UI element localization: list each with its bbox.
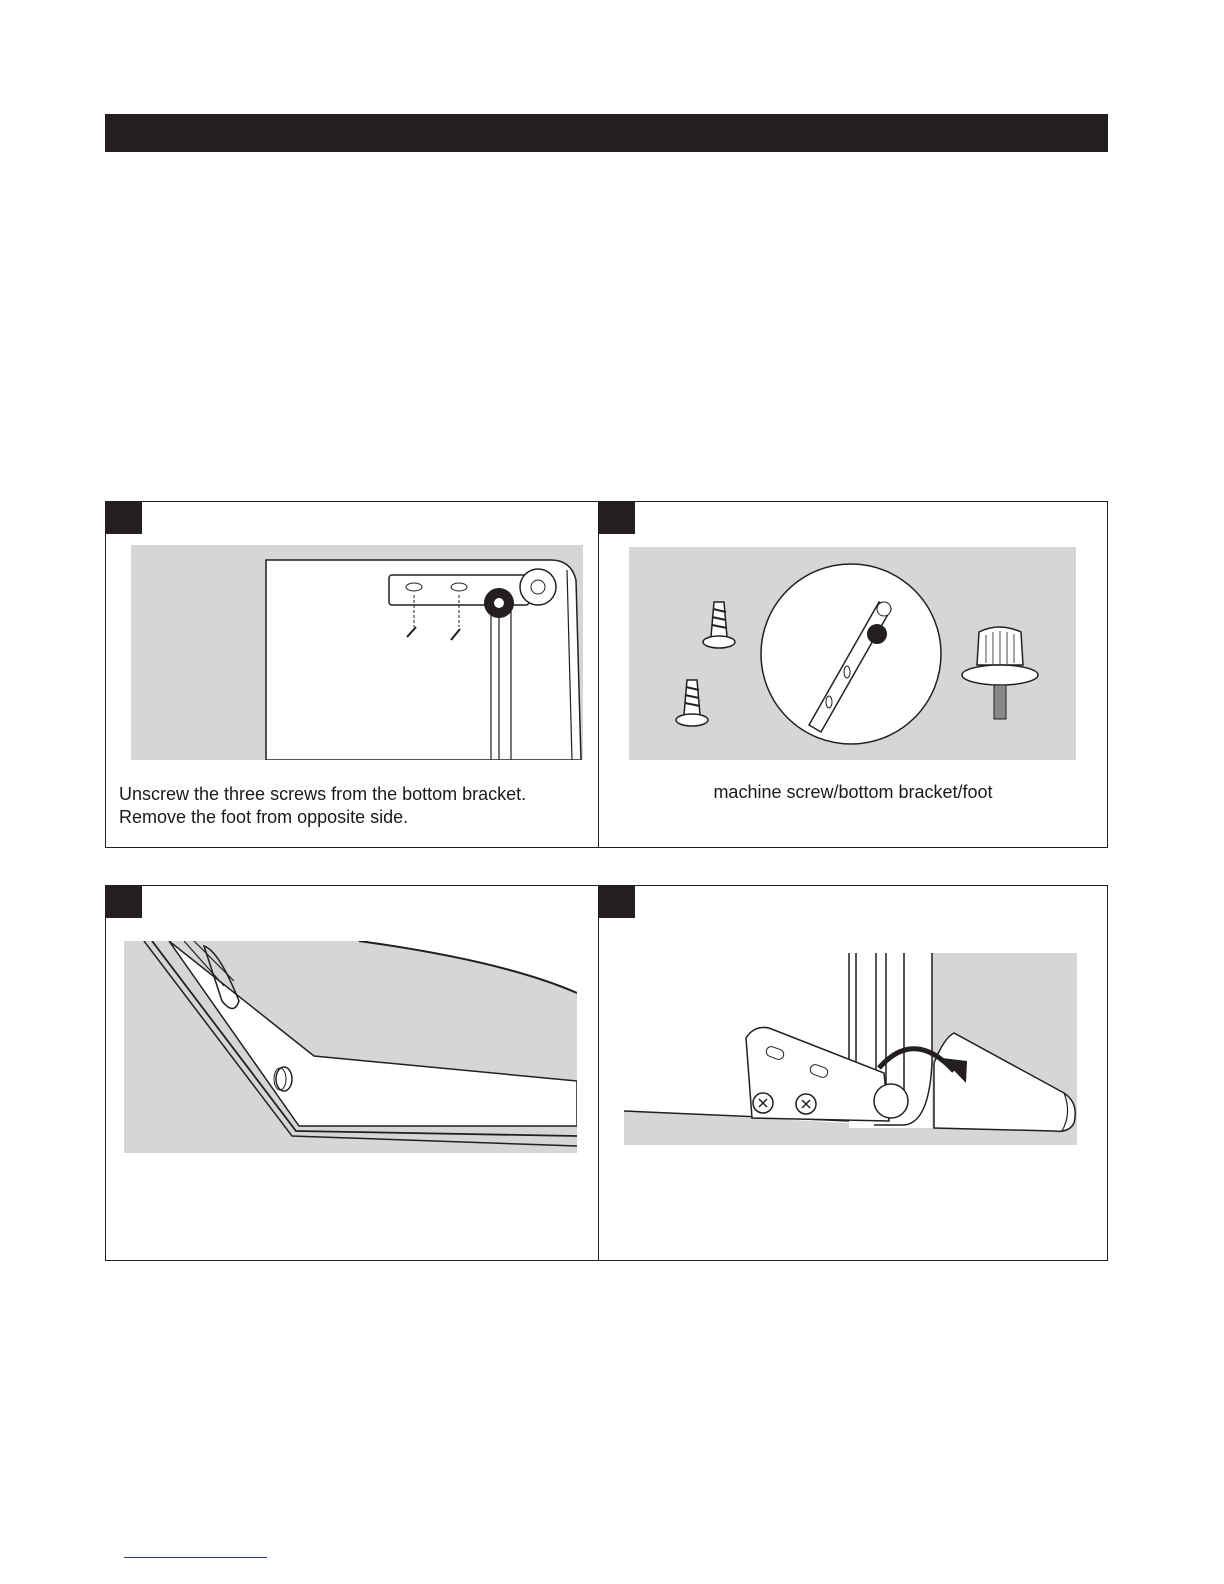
section-header-bar [105,114,1108,152]
step-number-tab [599,886,635,918]
step-panel-1 [106,502,599,847]
illustration-parts [629,547,1076,760]
steps-row-2 [105,885,1108,1261]
step-number-tab [599,502,635,534]
step-1-caption [119,783,589,829]
footer-underline [124,1557,267,1558]
illustration-bracket-closeup [124,941,577,1153]
illustration-unscrew-bracket [131,545,583,760]
caption-line: Remove the foot from opposite side. [119,807,409,827]
step-panel-4 [599,886,1107,1260]
steps-row-1 [105,501,1108,848]
step-number-tab [106,886,142,918]
step-2-caption: machine screw/bottom bracket/foot [713,782,993,802]
step-panel-3 [106,886,599,1260]
illustration-attach-foot [624,953,1077,1145]
caption-line: Unscrew the three screws from the bottom bracket. [119,784,527,804]
step-number-tab [106,502,142,534]
step-panel-2 [599,502,1107,847]
